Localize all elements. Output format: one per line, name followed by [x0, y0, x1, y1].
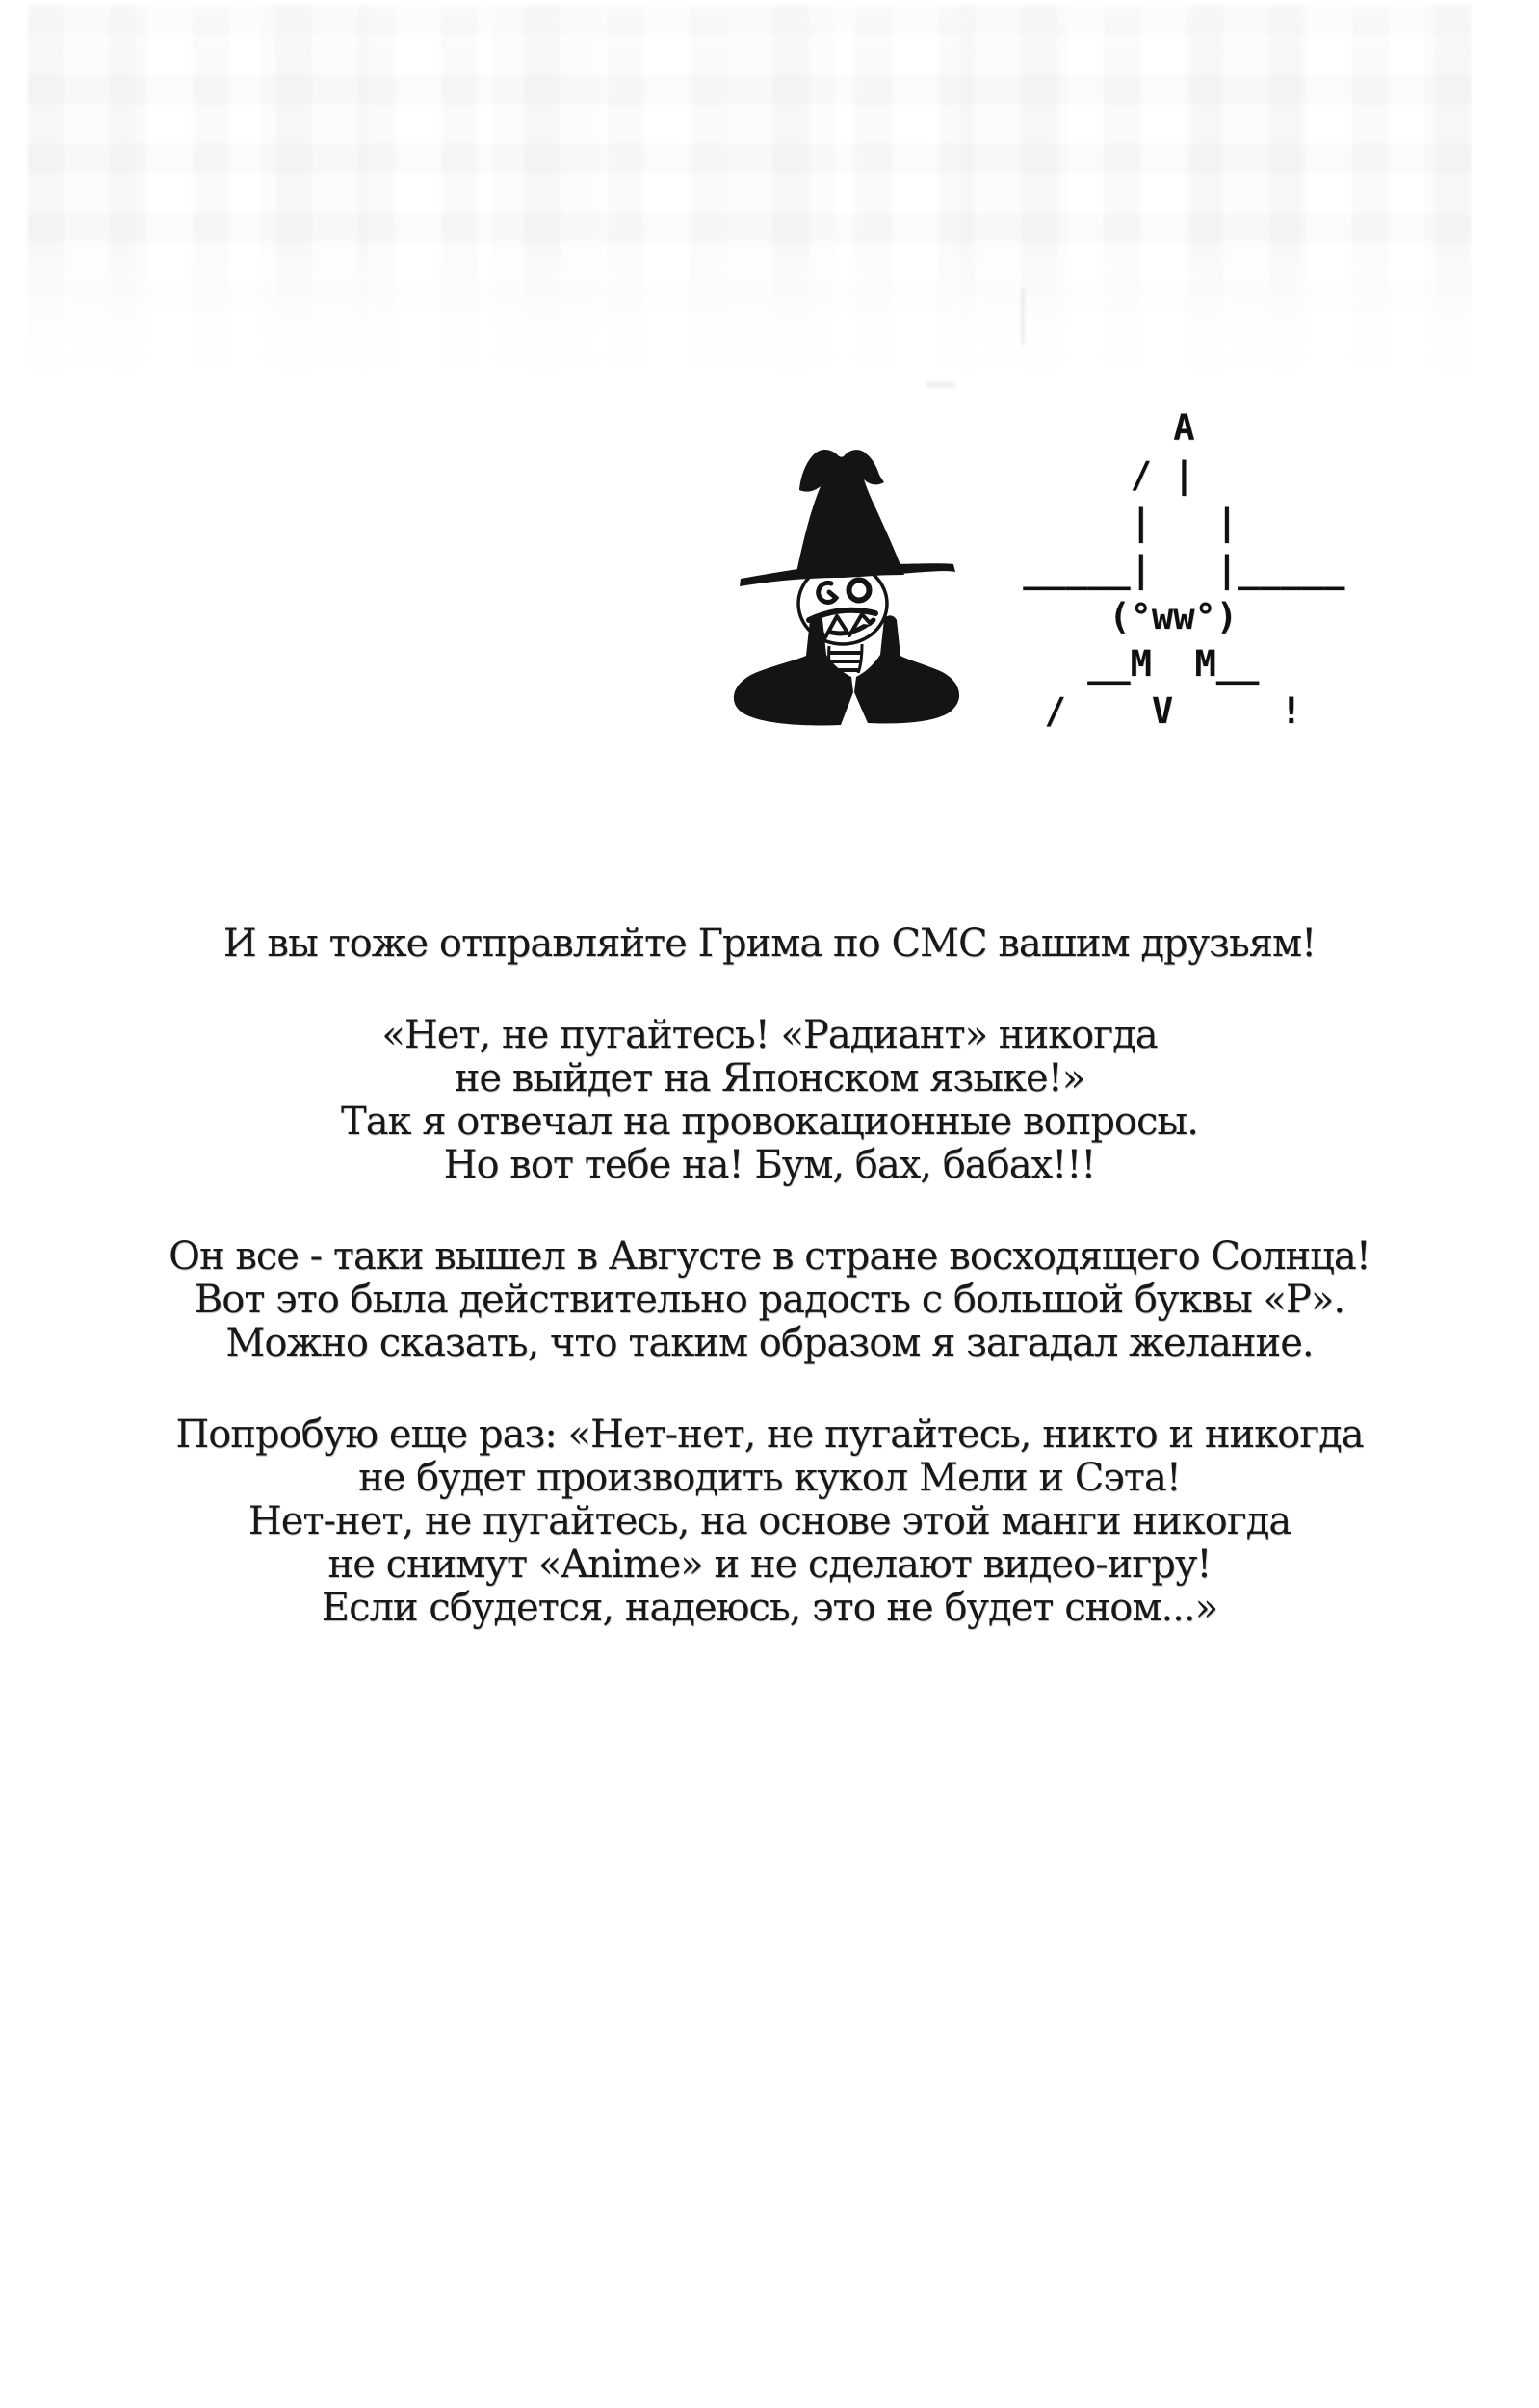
ascii-line: _____| |_____: [1002, 549, 1345, 590]
afterword-paragraph-1: [0, 922, 1539, 966]
text-line: не будет производить кукол Мели и Сэта!: [358, 1456, 1181, 1500]
ascii-line: __M M__: [1002, 643, 1260, 685]
text-line: Можно сказать, что таким образом я загадал желание.: [225, 1321, 1314, 1365]
text-line: не снимут «Anime» и не сделают видео-игру!: [327, 1542, 1212, 1587]
ascii-line: | |: [1002, 502, 1239, 543]
ascii-line: A: [1002, 407, 1195, 449]
afterword-paragraph-2: [0, 1014, 1539, 1187]
text-line: И вы тоже отправляйте Грима по СМС вашим друзьям!: [222, 921, 1317, 966]
faint-mark: [926, 381, 955, 388]
grimm-wizard-drawing: [713, 428, 992, 746]
text-line: Попробую еще раз: «Нет-нет, не пугайтесь, никто и никогда: [175, 1412, 1364, 1457]
ascii-art-wizard: [1002, 404, 1344, 735]
ascii-line: / |: [1002, 454, 1195, 496]
afterword-text: [0, 922, 1539, 1678]
text-line: не выйдет на Японском языке!»: [454, 1056, 1085, 1100]
afterword-paragraph-3: [0, 1235, 1539, 1365]
faint-mark: [1021, 289, 1025, 345]
text-line: Вот это была действительно радость с большой буквы «Р».: [194, 1278, 1345, 1322]
text-line: Он все - таки вышел в Августе в стране восходящего Солнца!: [169, 1234, 1370, 1279]
faded-print-residue: [27, 4, 1472, 381]
afterword-paragraph-4: [0, 1413, 1539, 1630]
text-line: Но вот тебе на! Бум, бах, бабах!!!: [443, 1143, 1096, 1187]
text-line: «Нет, не пугайтесь! «Радиант» никогда: [381, 1013, 1158, 1057]
text-line: Так я отвечал на провокационные вопросы.: [341, 1100, 1198, 1144]
ascii-line: (°ww°): [1002, 596, 1239, 637]
wizard-right-eye: [849, 581, 870, 601]
wizard-hat: [796, 450, 904, 577]
ascii-line: / V !: [1002, 690, 1302, 732]
text-line: Нет-нет, не пугайтесь, на основе этой манги никогда: [248, 1499, 1291, 1543]
text-line: Если сбудется, надеюсь, это не будет сном...»: [321, 1586, 1218, 1630]
